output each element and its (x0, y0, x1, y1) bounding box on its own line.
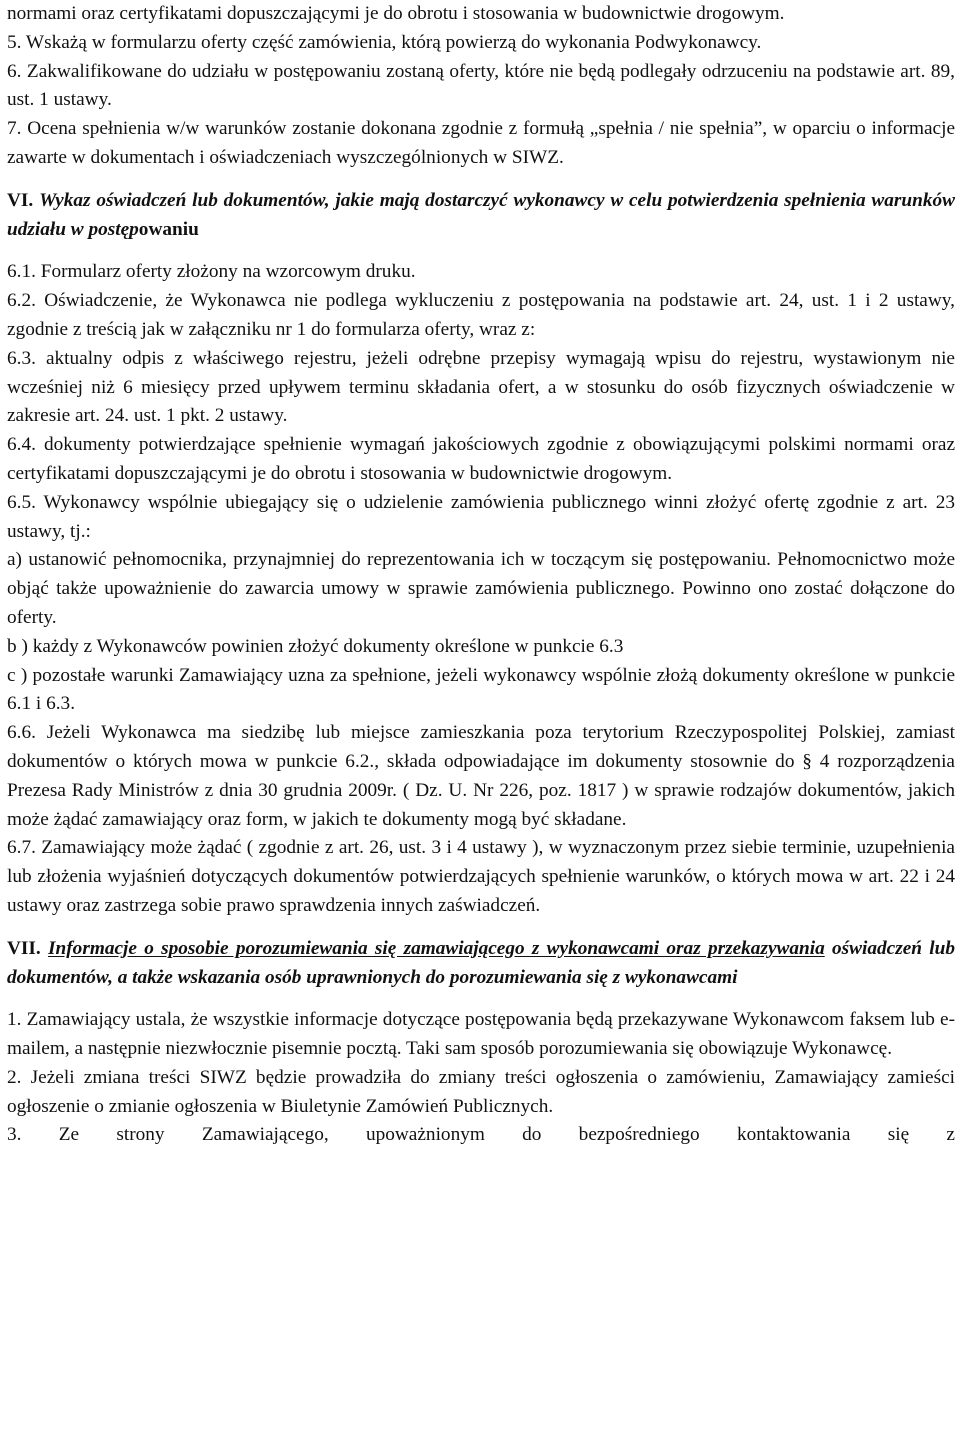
section-vi-title-tail: owaniu (138, 218, 199, 240)
paragraph-item-6: 6. Zakwalifikowane do udziału w postępowaniu zostaną oferty, które nie będą podlegały odrzuceniu na podstawie art. 89, ust. 1 ustawy. (7, 60, 955, 111)
item-6-5-b: b ) każdy z Wykonawców powinien złożyć dokumenty określone w punkcie 6.3 (7, 635, 624, 657)
item-6-5: 6.5. Wykonawcy wspólnie ubiegający się o udzielenie zamówienia publicznego winni złożyć ofertę zgodnie z art. 23 ustawy, tj.: (7, 491, 955, 542)
spacer (7, 173, 955, 187)
paragraph-normami: normami oraz certyfikatami dopuszczającymi je do obrotu i stosowania w budownictwie drogowym. (7, 3, 785, 24)
item-6-4: 6.4. dokumenty potwierdzające spełnienie wymagań jakościowych zgodnie z obowiązującymi polskimi normami oraz certyfikatami dopuszczającymi je do obrotu i stosowania w budownictwie drogowym. (7, 434, 955, 484)
item-6-3: 6.3. aktualny odpis z właściwego rejestru, jeżeli odrębne przepisy wymagają wpisu do rejestru, wystawionym nie wcześniej niż 6 miesięcy przed upływem terminu składania ofert, a w stosunku do osób fizycznych oświadczenie w zakresie art. 24. ust. 1 pkt. 2 ustawy. (7, 347, 955, 427)
item-6-1: 6.1. Formularz oferty złożony na wzorcowym druku. (7, 261, 416, 283)
section-vi-title: Wykaz oświadczeń lub dokumentów, jakie mają dostarczyć wykonawcy w celu potwierdzenia spełnienia warunków udziału w postęp (7, 189, 955, 240)
item-6-2: 6.2. Oświadczenie, że Wykonawca nie podlega wykluczeniu z postępowania na podstawie art. 24, ust. 1 i 2 ustawy, zgodnie z treścią jak w załączniku nr 1 do formularza oferty, wraz z: (7, 290, 955, 340)
item-6-5-c: c ) pozostałe warunki Zamawiający uzna za spełnione, jeżeli wykonawcy wspólnie złożą dokumenty określone w punkcie 6.1 i 6.3. (7, 664, 955, 715)
item-6-6: 6.6. Jeżeli Wykonawca ma siedzibę lub miejsce zamieszkania poza terytorium Rzeczypospolitej Polskiej, zamiast dokumentów o których mowa w punkcie 6.2., składa odpowiadające im dokumenty stosownie do § 4 rozporządzenia Prezesa Rady Ministrów z dnia 30 grudnia 2009r. ( Dz. U. Nr 226, poz. 1817 ) w sprawie rodzajów dokumentów, jakich może żądać zamawiający oraz form, w jakich te dokumenty mogą być składane. (7, 722, 955, 830)
section-vii-title-part2: oświadczeń lub dokumentów, a także wskazania osób uprawnionych do porozumiewania się z wykonawcami (7, 937, 955, 988)
item-6-7: 6.7. Zamawiający może żądać ( zgodnie z art. 26, ust. 3 i 4 ustawy ), w wyznaczonym przez siebie terminie, uzupełnienia lub złożenia wyjaśnień dotyczących dokumentów potwierdzających spełnienie warunków, o których mowa w art. 22 i 24 ustawy oraz zastrzega sobie prawo sprawdzenia innych zaświadczeń. (7, 837, 955, 916)
spacer (7, 992, 955, 1006)
section-vii-number: VII. (7, 937, 41, 959)
section-vi-heading (7, 187, 955, 245)
item-6-5-a: a) ustanowić pełnomocnika, przynajmniej do reprezentowania ich w toczącym się postępowaniu. Pełnomocnictwo może objąć także upoważnienie do zawarcia umowy w sprawie zamówienia publicznego. Powinno ono zostać dołączone do oferty. (7, 549, 955, 628)
section-vii-title-part1: Informacje o sposobie porozumiewania się zamawiającego z wykonawcami oraz przekazywania (48, 937, 825, 959)
item-vii-3: 3. Ze strony Zamawiającego, upoważnionym do bezpośredniego kontaktowania się z (7, 1124, 955, 1146)
item-vii-1: 1. Zamawiający ustala, że wszystkie informacje dotyczące postępowania będą przekazywane Wykonawcom faksem lub e-mailem, a następnie niezwłocznie pisemnie pocztą. Taki sam sposób porozumiewania się obowiązuje Wykonawcę. (7, 1009, 955, 1060)
paragraph-item-5: 5. Wskażą w formularzu oferty część zamówienia, którą powierzą do wykonania Podwykonawcy. (7, 31, 762, 53)
spacer (7, 921, 955, 935)
paragraph-item-7: 7. Ocena spełnienia w/w warunków zostanie dokonana zgodnie z formułą „spełnia / nie spełnia”, w oparciu o informacje zawarte w dokumentach i oświadczeniach wyszczególnionych w SIWZ. (7, 118, 955, 168)
section-vi-number: VI. (7, 189, 34, 211)
spacer (7, 244, 955, 258)
item-vii-2: 2. Jeżeli zmiana treści SIWZ będzie prowadziła do zmiany treści ogłoszenia o zamówieniu, Zamawiający zamieści ogłoszenie o zmianie ogłoszenia w Biuletynie Zamówień Publicznych. (7, 1066, 955, 1117)
section-vii-heading (7, 935, 955, 993)
